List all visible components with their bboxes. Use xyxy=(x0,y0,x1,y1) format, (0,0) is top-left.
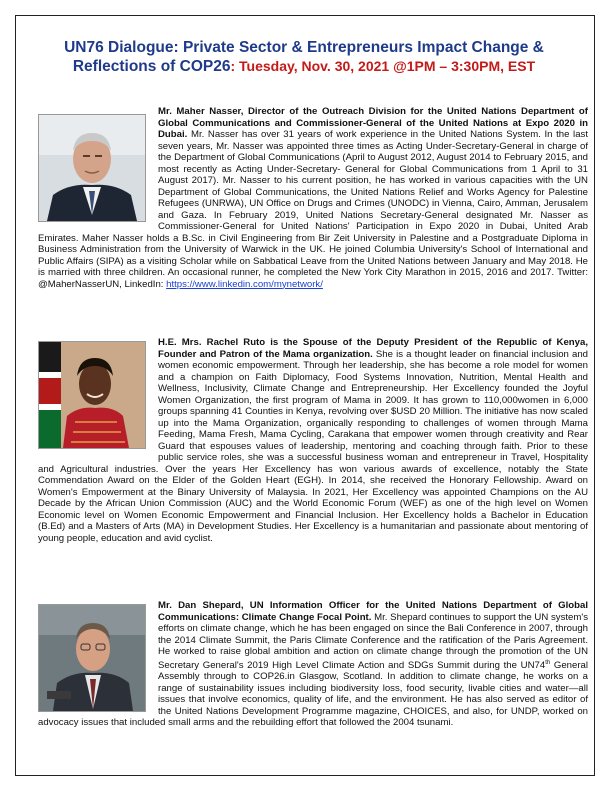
nasser-body: Mr. Nasser has over 31 years of work experience in the United Nations System. In the last seven years, Mr. Nasser was appointed three times as Acting Under-Secretary-General in charge of the Department of Global Communications (April to August 2012, August 2014 to February 2015, and most recently as Acting Under-Secretary- General for Global Communications from 1 April to 31 August 2017). Mr. Nasser to his current position, he has worked in various capacities with the UN Department of Global Communications, the United Nations Relief and Works Agency for Palestine Refugees (UNRWA), UN Office on Drugs and Crimes (UNODC) in Vienna, Cairo, Amman, Jerusalem and Gaza. In February 2019, United Nations Secretary-General designated Mr. Nasser as Commissioner-General for United Nations' Participation in Expo 2020 in Dubai, United Arab Emirates. Maher Nasser holds a B.Sc. in Civil Engineering from Bir Zeit University in Palestine and a Postgraduate Diploma in Business Administration from the University of Warwick in the UK. He joined Columbia University's School of International and Public Affairs (SIPA) as a visiting Scholar while on Sabbatical Leave from the United Nations between January and May 2018. He is married with three children. An occasional runner, he completed the New York City Marathon in 2015, 2016 and 2017. Twitter: @MaherNasserUN, LinkedIn: xyxy=(38,129,588,290)
ruto-photo xyxy=(38,341,146,449)
shepard-intro: Mr. Dan Shepard, UN Information Officer for the United Nations Department of Global Communications: Climate Change Focal Point. xyxy=(158,600,588,623)
speaker-bio-ruto xyxy=(38,337,588,544)
page-title xyxy=(34,38,574,76)
nasser-photo xyxy=(38,114,146,222)
event-date: : Tuesday, Nov. 30, 2021 @1PM – 3:30PM, EST xyxy=(230,58,536,74)
shepard-body-b: General Assembly through to COP26.in Glasgow, Scotland. In addition to climate change, he works on a range of sustainability issues including biodiversity loss, food security, livable cities and water—all issues that involve economics, quality of life, and the environment. He has also served as editor of the United Nations Development Programme magazine, CHOICES, and also, for UNDP, worked on advocacy issues that included small arms and the rebuilding effort that followed the 2004 tsunami. xyxy=(38,659,589,729)
ruto-intro: H.E. Mrs. Rachel Ruto is the Spouse of the Deputy President of the Republic of Kenya, Founder and Patron of the Mama organization. xyxy=(158,337,588,360)
speaker-bio-nasser xyxy=(38,106,588,290)
page-frame xyxy=(15,15,595,776)
nasser-intro: Mr. Maher Nasser, Director of the Outreach Division for the United Nations Department of Global Communications and Commissioner-General of the United Nations at Expo 2020 in Dubai. xyxy=(158,106,588,140)
speaker-bio-shepard xyxy=(38,600,588,729)
title-text: UN76 Dialogue: Private Sector & Entrepreneurs Impact Change & Reflections of COP26 xyxy=(64,39,544,75)
shepard-sup: th xyxy=(545,659,551,666)
shepard-photo xyxy=(38,604,146,712)
shepard-body-a: Mr. Shepard continues to support the UN system's efforts on climate change, which he has been engaged on since the Bali Conference in 2007, through the 2014 Climate Summit, the Paris Climate Conference and the ratification of the Paris Agreement. He worked to raise global ambition and action on climate change through the promotion of the UN Secretary General's 2019 High Level Climate Action and SDGs Summit during the UN74 xyxy=(158,611,588,671)
ruto-body: She is a thought leader on financial inclusion and women economic empowerment. Through her leadership, she has become a role model for women and a champion on Faith Diplomacy, Food Systems Innovation, Nutrition, Mental Health and Wellness, Inclusivity, Climate Change and Entrepreneurship. Her Excellency founded the Joyful Women Organization, the first program of Mama in 2009. It has grown to 110,000women in 6,000 groups spanning 41 Counties in Kenya, revolving over $USD 20 Million. The initiative has now scaled up into the Mama Organization, organically responding to challenges of women through Mama Feeding, Mama Fresh, Mama Cycling, Carakana that empower women through creativity and Rear Guard that espouses values of leadership, mentoring and coaching through faith. Prior to these public service roles, she was a successful business woman and entrepreneur in Travel, Hospitality and Agricultural industries. Over the years Her Excellency has won various awards of excellence, notably the State Commendation Award on the Elder of the Golden Heart (EGH). In 2014, she received the Honorary Fellowship. Award on Women's Empowerment at the Binary University of Malaysia. In 2021, Her Excellency was appointed Champions on the AU Decade by the African Union Commission (AUC) and the World Economic Forum (WEF) as one of the high level on Women Economic level on Women Economic Empowerment and Financial Inclusion. Her Excellency holds a Bachelor in Education (B.Ed) and a Masters of Arts (MA) in Development Studies. Her Excellency is a humanitarian and passionate about mentoring of young people, education and avid cyclist. xyxy=(38,348,588,544)
linkedin-link[interactable]: https://www.linkedin.com/mynetwork/ xyxy=(166,278,323,290)
